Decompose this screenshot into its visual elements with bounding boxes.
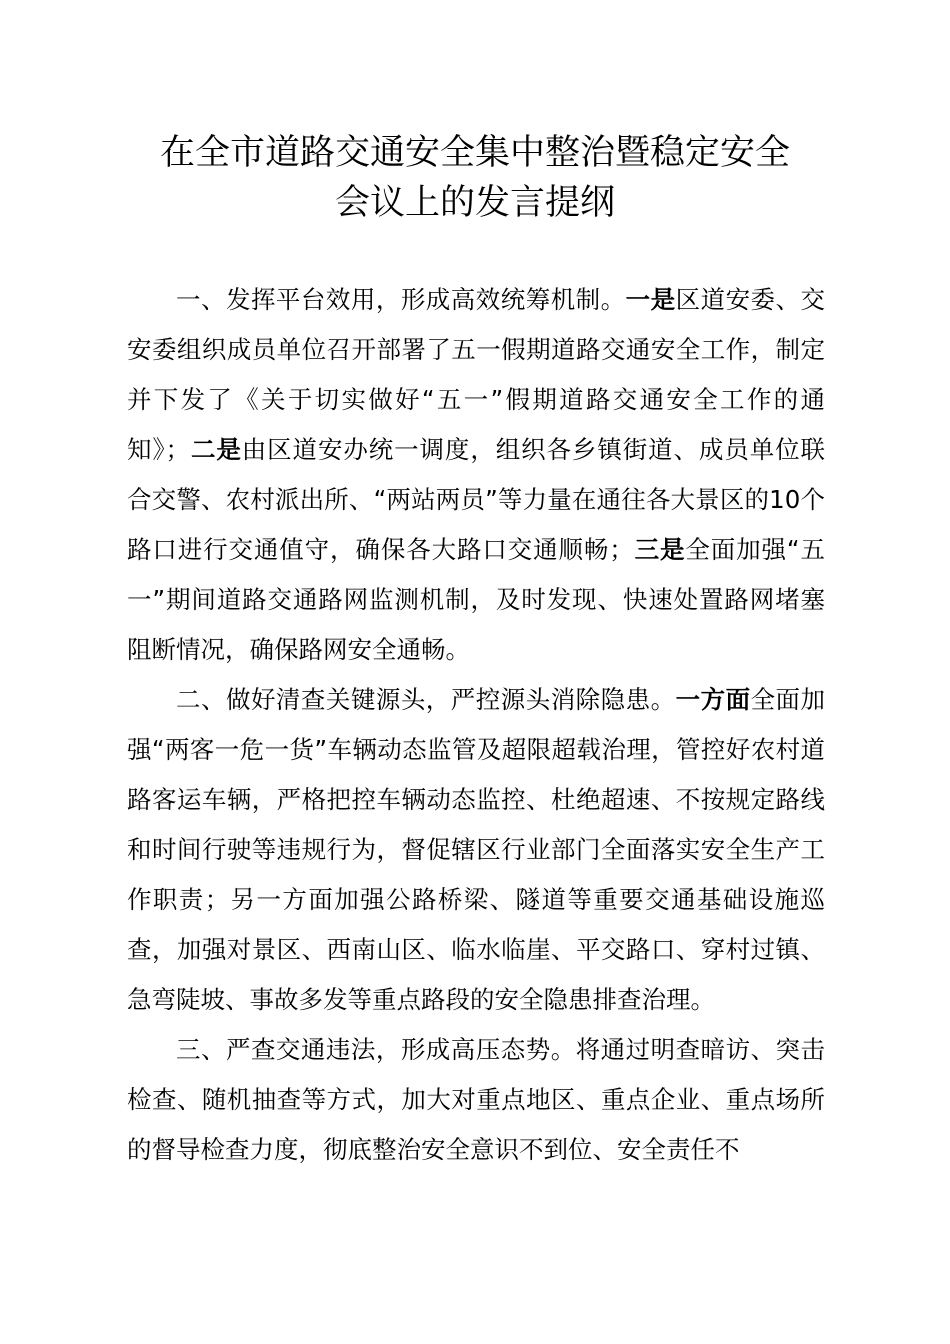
title-line-2: 会议上的发言提纲: [334, 183, 615, 223]
bold-keyword: 三是: [633, 535, 686, 564]
paragraph-lead: 三、严查交通违法，形成高压态势。: [176, 1035, 576, 1064]
bold-keyword: 一是: [625, 285, 676, 314]
document-title: [120, 128, 830, 228]
paragraph-text: 由区道安办统一调度，组织各乡镇街道、成员单位联合交警、农村派出所、“两站两员”等力量在通往各大景区的10个路口进行交通值守，确保各大路口交通顺畅；: [127, 435, 826, 564]
title-line-1: 在全市道路交通安全集中整治暨稳定安全: [159, 133, 790, 173]
paragraph-lead: 一、发挥平台效用，形成高效统筹机制。: [176, 285, 626, 314]
document-body: [127, 275, 825, 1175]
paragraph-text: 全面加强“五一”期间道路交通路网监测机制，及时发现、快速处置路网堵塞阻断情况，确保路网安全通畅。: [127, 535, 826, 664]
paragraph-lead: 二、做好清查关键源头，严控源头消除隐患。: [176, 685, 676, 714]
paragraph-2: [127, 675, 825, 1025]
paragraph-text: 区道安委、交安委组织成员单位召开部署了五一假期道路交通安全工作，制定并下发了《关于切实做好“五一”假期道路交通安全工作的通知》；: [127, 285, 826, 464]
bold-keyword: 二是: [190, 435, 242, 464]
paragraph-3: [127, 1025, 825, 1175]
paragraph-text: 全面加强“两客一危一货”车辆动态监管及超限超载治理，管控好农村道路客运车辆，严格把控车辆动态监控、杜绝超速、不按规定路线和时间行驶等违规行为，督促辖区行业部门全面落实安全生产工作职责；另一方面加强公路桥梁、隧道等重要交通基础设施巡查，加强对景区、西南山区、临水临崖、平交路口、穿村过镇、急弯陡坡、事故多发等重点路段的安全隐患排查治理。: [127, 685, 826, 1014]
paragraph-1: [127, 275, 825, 675]
paragraph-text: 将通过明查暗访、突击检查、随机抽查等方式，加大对重点地区、重点企业、重点场所的督导检查力度，彻底整治安全意识不到位、安全责任不: [127, 1035, 826, 1164]
bold-keyword: 一方面: [675, 685, 751, 714]
